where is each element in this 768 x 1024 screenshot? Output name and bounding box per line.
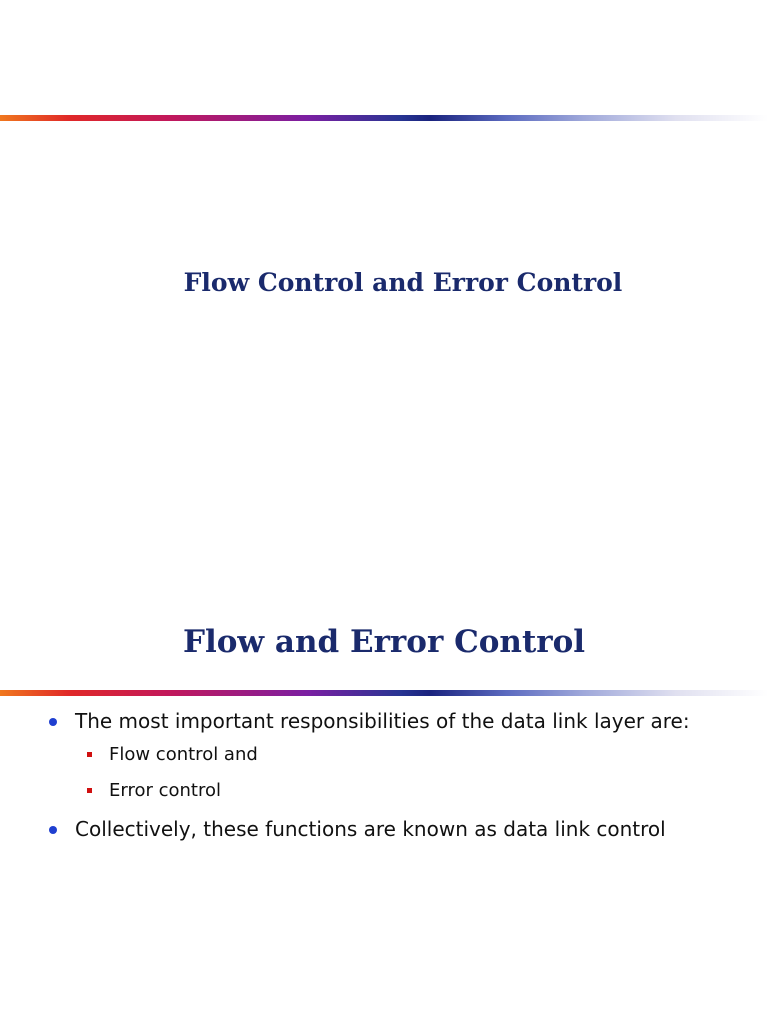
slide-1-title: Flow Control and Error Control: [183, 268, 623, 297]
bullet-item: [46, 708, 726, 734]
sub-bullet-list: [46, 744, 726, 802]
top-gradient-rule: [0, 115, 768, 121]
sub-bullet-square-icon: [87, 788, 92, 793]
sub-bullet-text: Flow control and: [109, 744, 258, 765]
bullet-text: The most important responsibilities of the data link layer are:: [75, 709, 690, 733]
title-gradient-rule: [0, 690, 768, 696]
slide-2-title: Flow and Error Control: [182, 624, 586, 660]
bullet-dot-icon: [49, 718, 57, 726]
sub-bullet-text: Error control: [109, 780, 221, 801]
sub-bullet-item: [46, 744, 726, 766]
bullet-dot-icon: [49, 826, 57, 834]
bullet-text: Collectively, these functions are known as data link control: [75, 817, 666, 841]
slide-2-body: [46, 708, 726, 852]
bullet-item: [46, 816, 726, 842]
sub-bullet-square-icon: [87, 752, 92, 757]
sub-bullet-item: [46, 780, 726, 802]
